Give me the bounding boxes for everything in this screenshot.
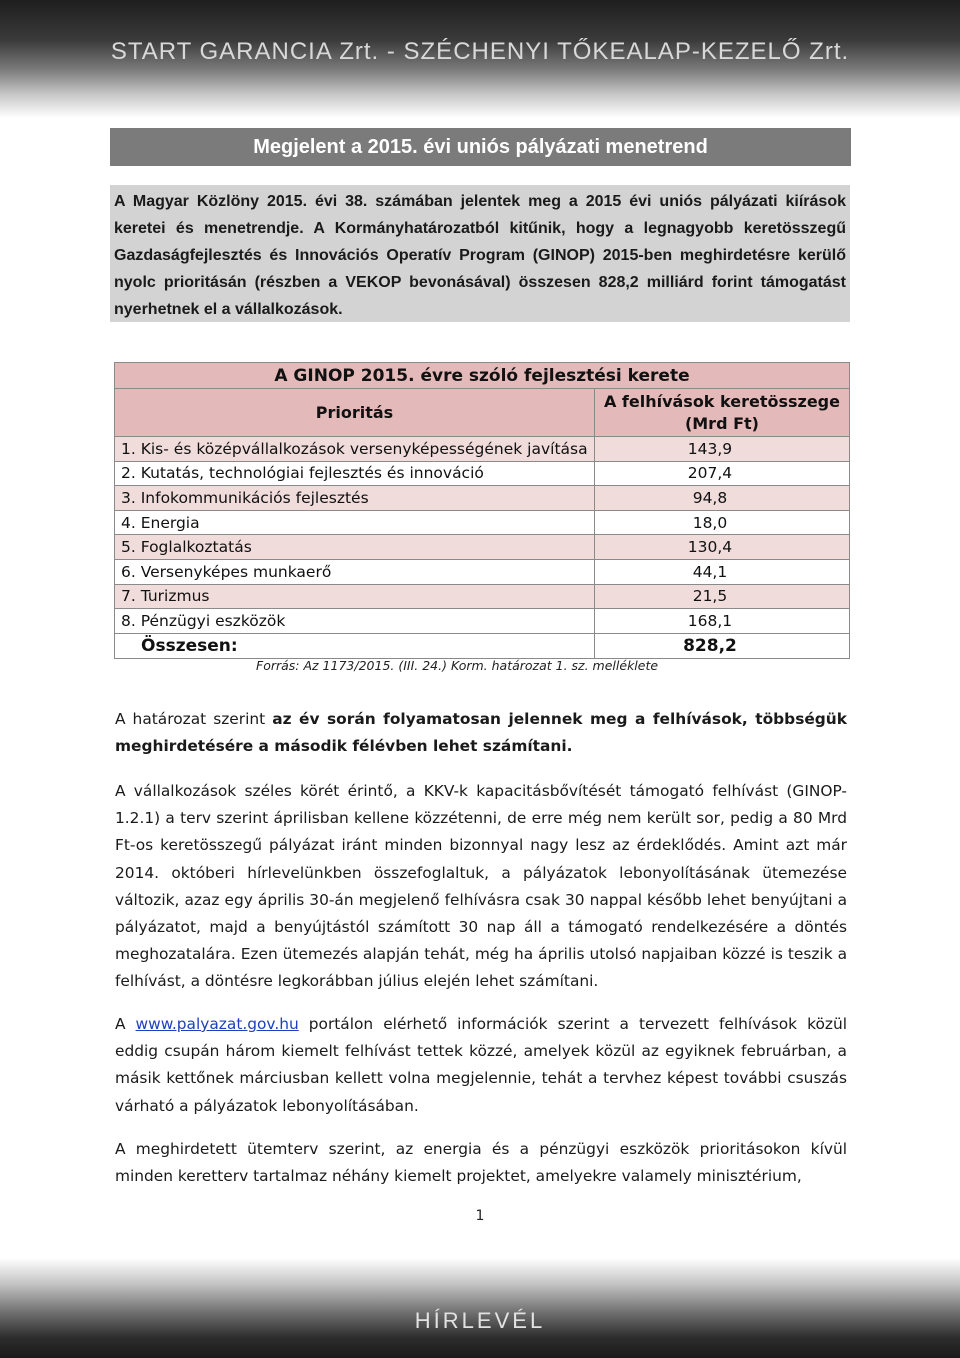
row-label: 1. Kis- és középvállalkozások versenyképességének javítása [115, 437, 595, 462]
table-header-row [115, 389, 850, 437]
body-p1-start: A határozat szerint [115, 710, 273, 728]
body-paragraph-2: A vállalkozások széles körét érintő, a KKV-k kapacitásbővítését támogató felhívást (GINOP-1.2.1) a terv szerint áprilisban kellene közzétenni, de erre még nem került sor, pedig a 80 Mrd Ft-os keretösszegű pályázat iránt minden bizonnyal nagy lesz az érdeklődés. Amint azt már 2014. októberi hírlevelünkben összefoglaltuk, a pályázatok lebonyolításának ütemezése változik, azaz egy április 30-án megjelenő felhívásra csak 30 nappal később lehet benyújtani a pályázatot, majd a benyújtástól számított 30 nap áll a támogató rendelkezésére a döntés meghozatalára. Ezen ütemezés alapján tehát, még ha április utolsó napjaiban közzé is teszik a felhívást, a döntésre legkorábban július elején lehet számítani. [115, 782, 847, 991]
footer-banner [0, 1258, 960, 1358]
intro-text-1: A Magyar Közlöny 2015. évi 38. számában jelentek meg a 2015 évi uniós pályázati kiírások keretei és menetrendje. [114, 193, 846, 237]
table-row [115, 584, 850, 609]
body-paragraph-3 [115, 1011, 847, 1120]
row-value: 143,9 [594, 437, 849, 462]
row-value: 21,5 [594, 584, 849, 609]
table-row [115, 510, 850, 535]
row-label: 7. Turizmus [115, 584, 595, 609]
row-value: 18,0 [594, 510, 849, 535]
table-row [115, 437, 850, 462]
row-label: 8. Pénzügyi eszközök [115, 609, 595, 634]
row-label: 2. Kutatás, technológiai fejlesztés és innováció [115, 461, 595, 486]
body-paragraph-1 [115, 706, 847, 760]
palyazat-link[interactable]: www.palyazat.gov.hu [135, 1015, 299, 1033]
total-label: Összesen: [115, 633, 595, 658]
row-label: 4. Energia [115, 510, 595, 535]
row-value: 207,4 [594, 461, 849, 486]
column-header-amount-line2: (Mrd Ft) [684, 413, 759, 433]
table-row [115, 535, 850, 560]
intro-text-2: A Kormányhatározatból kitűnik, hogy a legnagyobb keretösszegű Gazdaságfejlesztés és Innovációs Operatív Program (GINOP) 2015-ben meghirdetésre kerülő nyolc prioritásán (részben a VEKOP bevonásával) összesen 828,2 milliárd forint támogatást nyerhetnek el a vállalkozások. [114, 220, 847, 318]
body-p3-rest: portálon elérhető információk szerint a tervezett felhívások közül eddig csupán három kiemelt felhívást tettek közzé, amelyek közül az egyiknek februárban, a másik kettőnek márciusban kellett volna megjelennie, tehát a tervhez képest további csuszás várható a pályázatok lebonyolításában. [115, 1015, 847, 1115]
ginop-budget-table [114, 362, 850, 659]
table-row [115, 559, 850, 584]
table-row [115, 609, 850, 634]
footer-label: HÍRLEVÉL [414, 1308, 546, 1333]
table-row [115, 461, 850, 486]
intro-box [110, 185, 850, 322]
body-paragraph-4: A meghirdetett ütemterv szerint, az energia és a pénzügyi eszközök prioritásokon kívül minden keretterv tartalmaz néhány kiemelt projektet, amelyekre valamely minisztérium, [115, 1140, 847, 1186]
body-p1-emphasis: az év során folyamatosan jelennek meg a felhívások, többségük meghirdetésére a második félévben lehet számítani. [115, 710, 847, 756]
header-brand-text: START GARANCIA Zrt. - SZÉCHENYI TŐKEALAP-KEZELŐ Zrt. [110, 38, 850, 65]
column-header-amount-line1: A felhívások keretösszege [603, 391, 840, 411]
row-value: 168,1 [594, 609, 849, 634]
table-source-note: Forrás: Az 1173/2015. (III. 24.) Korm. határozat 1. sz. melléklete [256, 658, 659, 673]
table-caption: A GINOP 2015. évre szóló fejlesztési kerete [115, 363, 850, 389]
table-caption-row [115, 363, 850, 389]
row-value: 94,8 [594, 486, 849, 511]
article-title: Megjelent a 2015. évi uniós pályázati menetrend [110, 128, 851, 166]
header-banner [0, 0, 960, 118]
body-p3-start: A [115, 1015, 136, 1033]
column-header-priority: Prioritás [115, 389, 595, 437]
page-number: 1 [475, 1208, 485, 1224]
column-header-amount [594, 389, 849, 437]
row-label: 3. Infokommunikációs fejlesztés [115, 486, 595, 511]
table-row [115, 486, 850, 511]
row-value: 44,1 [594, 559, 849, 584]
table-total-row [115, 633, 850, 658]
row-value: 130,4 [594, 535, 849, 560]
row-label: 6. Versenyképes munkaerő [115, 559, 595, 584]
row-label: 5. Foglalkoztatás [115, 535, 595, 560]
total-value: 828,2 [594, 633, 849, 658]
